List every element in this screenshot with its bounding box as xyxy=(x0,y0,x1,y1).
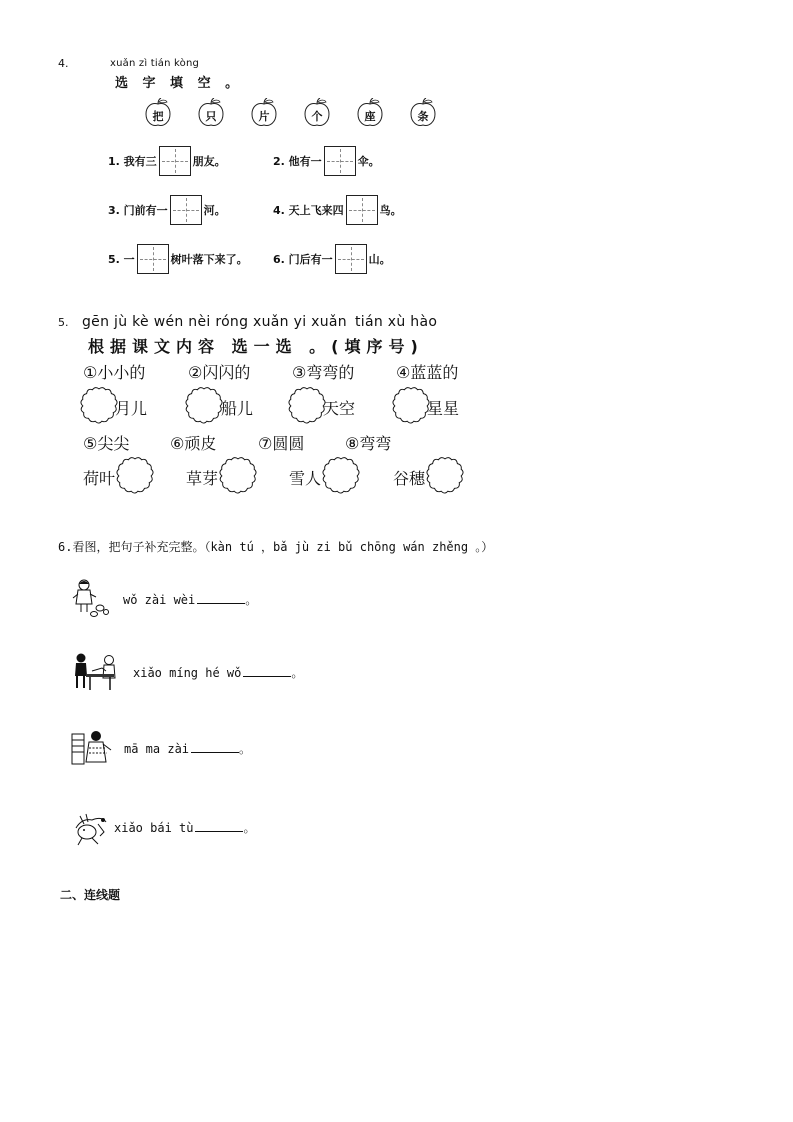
tianzige-box[interactable] xyxy=(346,195,378,225)
tianzige-box[interactable] xyxy=(324,146,356,176)
q5-option-4: ④蓝蓝的 xyxy=(396,363,459,382)
flower-answer-box[interactable] xyxy=(80,386,118,424)
choice-char: 只 xyxy=(205,110,217,123)
q5-number: 5. xyxy=(58,316,69,329)
q5-target-5: 荷叶 xyxy=(83,469,116,488)
answer-blank[interactable] xyxy=(243,666,291,677)
q4-item-4 xyxy=(273,195,402,225)
choice-apple-1 xyxy=(143,98,173,128)
sentence-text: mā ma zài xyxy=(124,742,190,756)
flower-answer-box[interactable] xyxy=(426,456,464,494)
q5-target-4: 星星 xyxy=(427,399,460,418)
choice-char: 片 xyxy=(258,110,270,123)
q5-target-2: 船儿 xyxy=(221,399,254,418)
item-text-after: 鸟。 xyxy=(379,204,402,217)
flower-answer-box[interactable] xyxy=(219,456,257,494)
sentence-text: xiǎo bái tù xyxy=(114,821,194,835)
flower-answer-box[interactable] xyxy=(185,386,223,424)
choice-apple-6 xyxy=(408,98,438,128)
answer-blank[interactable] xyxy=(195,821,243,832)
sentence-end: 。 xyxy=(239,742,252,756)
q4-item-2 xyxy=(273,146,380,176)
sentence-text: xiǎo míng hé wǒ xyxy=(133,666,242,680)
q5-option-8: ⑧弯弯 xyxy=(345,434,392,453)
choice-apple-4 xyxy=(302,98,332,128)
item-text-after: 树叶落下来了。 xyxy=(170,253,248,266)
choice-char: 座 xyxy=(364,110,376,123)
choice-char: 条 xyxy=(417,110,429,123)
q5-option-2: ②闪闪的 xyxy=(188,363,251,382)
q4-item-1 xyxy=(108,146,226,176)
item-text-after: 河。 xyxy=(203,204,226,217)
item-text-before: 4. 天上飞来四 xyxy=(273,204,344,217)
white-rabbit-picture xyxy=(70,810,110,848)
q4-item-3 xyxy=(108,195,226,225)
sentence-text: wǒ zài wèi xyxy=(123,593,196,607)
flower-answer-box[interactable] xyxy=(322,456,360,494)
q5-target-7: 雪人 xyxy=(289,469,322,488)
choice-char: 个 xyxy=(311,110,323,123)
q5-target-3: 天空 xyxy=(323,399,356,418)
flower-answer-box[interactable] xyxy=(392,386,430,424)
item-text-before: 1. 我有三 xyxy=(108,155,157,168)
q5-option-1: ①小小的 xyxy=(83,363,146,382)
sentence-end: 。 xyxy=(291,666,304,680)
tianzige-box[interactable] xyxy=(335,244,367,274)
choice-char: 把 xyxy=(152,110,164,123)
girl-feeding-chicks-picture xyxy=(70,578,110,618)
sentence-end: 。 xyxy=(245,593,258,607)
q4-title: 选 字 填 空 。 xyxy=(115,76,244,91)
q4-item-5 xyxy=(108,244,248,274)
q4-number: 4. xyxy=(58,57,69,70)
q6-title: 6.看图，把句子补充完整。（kàn tú ，bǎ jù zi bǔ chōng wán zhěng 。） xyxy=(58,540,494,554)
q4-pinyin: xuǎn zì tián kòng xyxy=(110,58,200,69)
sentence-line-1 xyxy=(123,591,257,608)
q5-target-8: 谷穗 xyxy=(393,469,426,488)
q4-item-6 xyxy=(273,244,391,274)
choice-apple-2 xyxy=(196,98,226,128)
flower-answer-box[interactable] xyxy=(288,386,326,424)
sentence-line-3 xyxy=(124,740,251,757)
q5-option-6: ⑥顽皮 xyxy=(170,434,217,453)
q5-title: 根据课文内容 选一选 。(填序号) xyxy=(88,337,424,356)
q5-target-6: 草芽 xyxy=(186,469,219,488)
item-text-before: 2. 他有一 xyxy=(273,155,322,168)
tianzige-box[interactable] xyxy=(159,146,191,176)
two-kids-at-desk-picture xyxy=(72,652,122,692)
q4-choices xyxy=(143,98,443,132)
item-text-before: 6. 门后有一 xyxy=(273,253,333,266)
tianzige-box[interactable] xyxy=(137,244,169,274)
sentence-end: 。 xyxy=(243,821,256,835)
q5-option-7: ⑦圆圆 xyxy=(258,434,305,453)
item-text-before: 5. 一 xyxy=(108,253,135,266)
choice-apple-5 xyxy=(355,98,385,128)
q5-option-5: ⑤尖尖 xyxy=(83,434,130,453)
flower-answer-box[interactable] xyxy=(116,456,154,494)
q5-pinyin: gēn jù kè wén nèi róng xuǎn yi xuǎn xyxy=(82,314,347,330)
item-text-after: 朋友。 xyxy=(192,155,226,168)
q5-target-1: 月儿 xyxy=(115,399,148,418)
item-text-after: 伞。 xyxy=(357,155,380,168)
q5-option-3: ③弯弯的 xyxy=(292,363,355,382)
item-text-after: 山。 xyxy=(368,253,391,266)
q5-pinyin-b: tián xù hào xyxy=(355,314,438,330)
mother-working-picture xyxy=(70,728,114,768)
item-text-before: 3. 门前有一 xyxy=(108,204,168,217)
answer-blank[interactable] xyxy=(197,593,245,604)
section-2-title: 二、连线题 xyxy=(60,888,121,902)
tianzige-box[interactable] xyxy=(170,195,202,225)
sentence-line-4 xyxy=(114,819,256,836)
choice-apple-3 xyxy=(249,98,279,128)
answer-blank[interactable] xyxy=(191,742,239,753)
sentence-line-2 xyxy=(133,664,303,681)
